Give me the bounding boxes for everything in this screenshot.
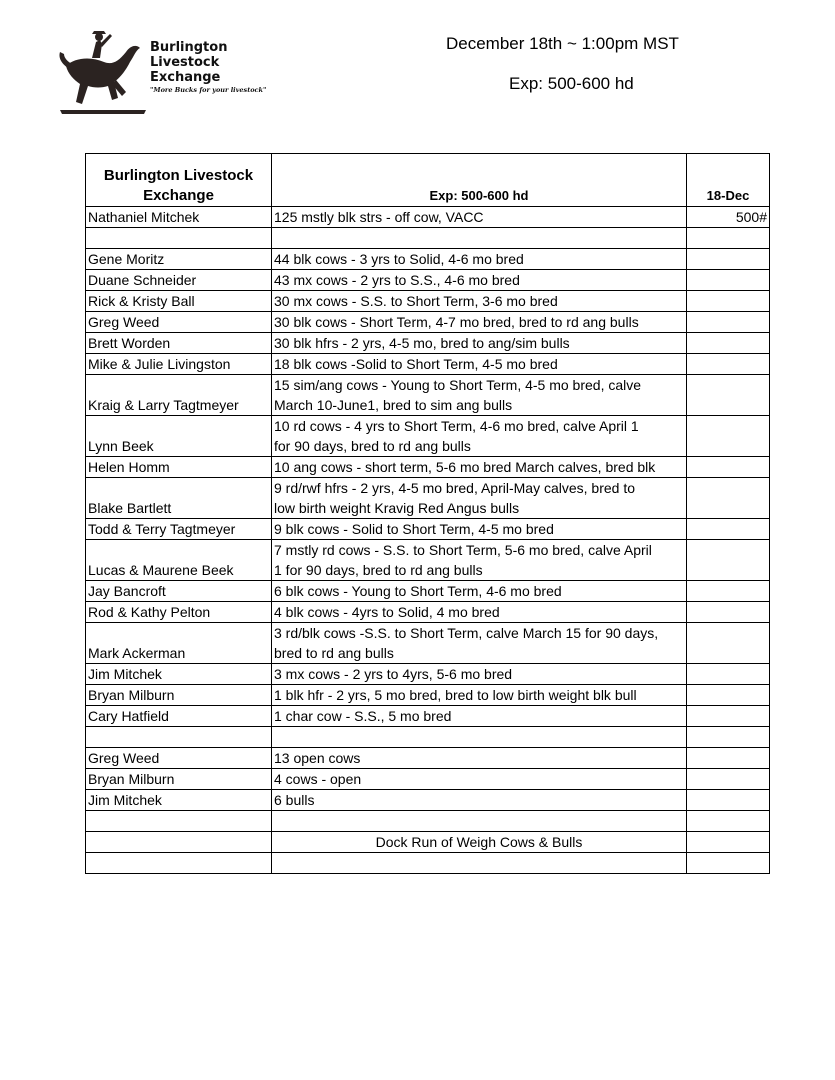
description-line: 30 mx cows - S.S. to Short Term, 3-6 mo bred [274,293,558,309]
logo-line-3: Exchange [150,70,221,85]
description-line: 44 blk cows - 3 yrs to Solid, 4-6 mo bred [274,251,524,267]
table-row [86,832,770,853]
description-line: 13 open cows [274,750,361,766]
consignor-cell [86,228,272,249]
description-cell [272,748,687,769]
description-line: bred to rd ang bulls [274,645,394,661]
description-line: 4 cows - open [274,771,362,787]
consignor-cell: Gene Moritz [86,249,272,270]
description-line: 1 blk hfr - 2 yrs, 5 mo bred, bred to low birth weight blk bull [274,687,637,703]
weight-cell [687,312,770,333]
weight-cell [687,249,770,270]
description-line: March 10-June1, bred to sim ang bulls [274,397,513,413]
weight-cell [687,727,770,748]
weight-cell [687,375,770,416]
weight-cell [687,685,770,706]
consignor-cell: Bryan Milburn [86,769,272,790]
description-line: 3 mx cows - 2 yrs to 4yrs, 5-6 mo bred [274,666,513,682]
description-line: 9 blk cows - Solid to Short Term, 4-5 mo bred [274,521,554,537]
table-row [86,602,770,623]
table-row [86,853,770,874]
description-cell [272,727,687,748]
description-cell [272,602,687,623]
table-row [86,312,770,333]
consignor-cell: Todd & Terry Tagtmeyer [86,519,272,540]
consignor-cell: Jim Mitchek [86,664,272,685]
description-cell [272,354,687,375]
weight-cell [687,832,770,853]
weight-cell [687,664,770,685]
table-row [86,664,770,685]
description-cell [272,249,687,270]
sale-date-time: December 18th ~ 1:00pm MST [446,34,679,53]
description-cell [272,853,687,874]
consignor-cell: Helen Homm [86,457,272,478]
table-row [86,811,770,832]
weight-cell [687,270,770,291]
description-line: low birth weight Kravig Red Angus bulls [274,500,520,516]
table-row [86,685,770,706]
table-row [86,478,770,519]
description-line: 30 blk cows - Short Term, 4-7 mo bred, bred to rd ang bulls [274,314,639,330]
consignor-cell: Mark Ackerman [86,623,272,664]
description-cell [272,832,687,853]
description-cell [272,540,687,581]
bronc-rider-icon [56,28,148,120]
consignor-cell [86,832,272,853]
header-expected: Exp: 500-600 hd [272,154,687,207]
description-line: 6 bulls [274,792,315,808]
description-cell [272,207,687,228]
consignor-cell: Duane Schneider [86,270,272,291]
weight-cell [687,291,770,312]
table-row [86,623,770,664]
consignor-cell: Brett Worden [86,333,272,354]
description-cell [272,291,687,312]
description-cell [272,270,687,291]
weight-cell [687,853,770,874]
description-cell [272,769,687,790]
description-cell [272,375,687,416]
consignor-cell: Greg Weed [86,312,272,333]
header-company-line-2: Exchange [143,187,214,204]
weight-cell [687,748,770,769]
description-cell [272,664,687,685]
expected-head-count: Exp: 500-600 hd [509,74,634,93]
table-row [86,291,770,312]
consignor-cell: Jim Mitchek [86,790,272,811]
consignor-cell: Jay Bancroft [86,581,272,602]
table-row [86,790,770,811]
table-row [86,375,770,416]
consignor-cell [86,727,272,748]
description-cell [272,623,687,664]
description-line: 7 mstly rd cows - S.S. to Short Term, 5-6 mo bred, calve April [274,542,652,558]
weight-cell [687,228,770,249]
description-cell [272,478,687,519]
description-cell [272,581,687,602]
consignor-cell: Nathaniel Mitchek [86,207,272,228]
header-company [86,154,272,207]
table-row [86,228,770,249]
consignor-cell: Rod & Kathy Pelton [86,602,272,623]
description-cell [272,416,687,457]
description-line: 9 rd/rwf hfrs - 2 yrs, 4-5 mo bred, April-May calves, bred to [274,480,636,496]
table-header-row [86,154,770,207]
description-line: Dock Run of Weigh Cows & Bulls [375,834,583,850]
description-cell [272,811,687,832]
weight-cell [687,540,770,581]
description-line: 18 blk cows -Solid to Short Term, 4-5 mo bred [274,356,558,372]
weight-cell [687,478,770,519]
weight-cell [687,354,770,375]
table-row [86,748,770,769]
table-row [86,540,770,581]
description-line: 4 blk cows - 4yrs to Solid, 4 mo bred [274,604,500,620]
description-cell [272,333,687,354]
logo-wordmark [150,40,227,85]
table-row [86,769,770,790]
header-date: 18-Dec [687,154,770,207]
description-line: 3 rd/blk cows -S.S. to Short Term, calve March 15 for 90 days, [274,625,659,641]
consignor-cell: Lucas & Maurene Beek [86,540,272,581]
consignor-cell: Mike & Julie Livingston [86,354,272,375]
description-line: 30 blk hfrs - 2 yrs, 4-5 mo, bred to ang/sim bulls [274,335,570,351]
consignor-cell: Kraig & Larry Tagtmeyer [86,375,272,416]
description-line: 43 mx cows - 2 yrs to S.S., 4-6 mo bred [274,272,520,288]
table-row [86,581,770,602]
consignor-cell [86,811,272,832]
description-line: 10 rd cows - 4 yrs to Short Term, 4-6 mo bred, calve April 1 [274,418,639,434]
table-row [86,457,770,478]
description-line: for 90 days, bred to rd ang bulls [274,438,471,454]
consignor-cell: Bryan Milburn [86,685,272,706]
weight-cell [687,623,770,664]
weight-cell [687,457,770,478]
table-row [86,249,770,270]
table-row [86,727,770,748]
weight-cell [687,581,770,602]
table-row [86,416,770,457]
description-cell [272,312,687,333]
header-company-line-1: Burlington Livestock [103,167,254,184]
description-cell [272,519,687,540]
weight-cell [687,811,770,832]
description-line: 125 mstly blk strs - off cow, VACC [274,209,484,225]
consignor-cell: Greg Weed [86,748,272,769]
company-logo [56,28,306,120]
table-row [86,270,770,291]
logo-line-1: Burlington [150,40,228,55]
table-row [86,333,770,354]
table-row [86,519,770,540]
weight-cell: 500# [687,207,770,228]
description-line: 1 for 90 days, bred to rd ang bulls [274,562,483,578]
description-cell [272,685,687,706]
weight-cell [687,602,770,623]
weight-cell [687,519,770,540]
weight-cell [687,769,770,790]
logo-tagline: "More Bucks for your livestock" [150,86,267,94]
consignor-cell: Cary Hatfield [86,706,272,727]
consignor-cell [86,853,272,874]
description-cell [272,457,687,478]
weight-cell [687,790,770,811]
table-row [86,207,770,228]
description-cell [272,706,687,727]
consignor-cell: Lynn Beek [86,416,272,457]
description-line: 1 char cow - S.S., 5 mo bred [274,708,452,724]
weight-cell [687,333,770,354]
weight-cell [687,416,770,457]
description-cell [272,790,687,811]
consignor-cell: Blake Bartlett [86,478,272,519]
consignment-table [85,153,770,874]
consignor-cell: Rick & Kristy Ball [86,291,272,312]
description-line: 10 ang cows - short term, 5-6 mo bred March calves, bred blk [274,459,656,475]
weight-cell [687,706,770,727]
logo-line-2: Livestock [150,55,220,70]
description-line: 6 blk cows - Young to Short Term, 4-6 mo bred [274,583,562,599]
table-row [86,706,770,727]
description-line: 15 sim/ang cows - Young to Short Term, 4-5 mo bred, calve [274,377,642,393]
table-row [86,354,770,375]
description-cell [272,228,687,249]
